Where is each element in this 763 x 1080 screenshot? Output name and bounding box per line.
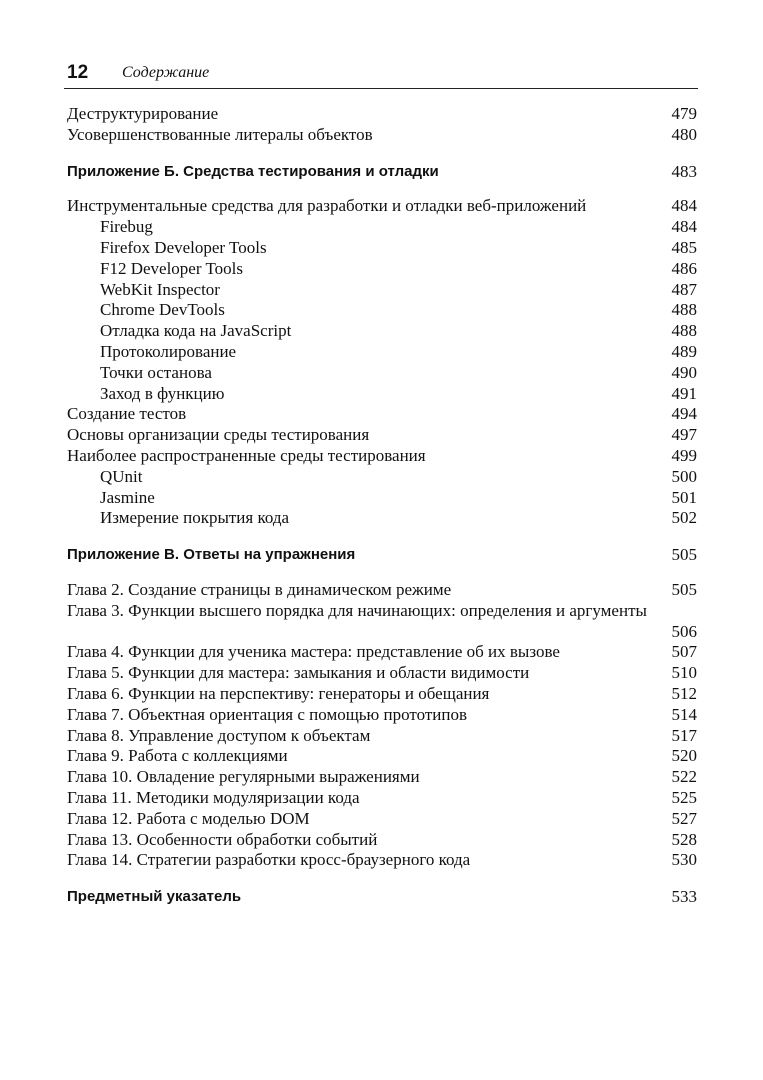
toc-entry-page: 530 — [671, 850, 697, 870]
toc-entry[interactable] — [67, 850, 697, 871]
toc-entry-page: 510 — [671, 663, 697, 683]
toc-entry-title: Глава 6. Функции на перспективу: генераторы и обещания — [67, 683, 490, 703]
toc-entry-title: Создание тестов — [67, 404, 187, 424]
toc-entry-title: Глава 10. Овладение регулярными выражениями — [67, 767, 420, 787]
toc-entry[interactable] — [67, 788, 697, 809]
toc-entry-title: Глава 11. Методики модуляризации кода — [67, 787, 360, 807]
toc-entry[interactable] — [67, 663, 697, 684]
toc-entry[interactable] — [67, 601, 697, 643]
toc-entry[interactable] — [67, 767, 697, 788]
toc-subentry[interactable] — [67, 238, 697, 259]
toc-entry-page: 500 — [671, 466, 697, 486]
toc-entry[interactable] — [67, 104, 697, 125]
toc-entry-page: 491 — [671, 383, 697, 403]
toc-entry-page: 499 — [671, 445, 697, 465]
toc-entry[interactable] — [67, 746, 697, 767]
toc-entry-title: Глава 3. Функции высшего порядка для начинающих: определения и аргументы — [67, 600, 647, 620]
toc-entry-title: QUnit — [100, 466, 143, 486]
toc-subentry[interactable] — [67, 488, 697, 509]
running-title: Содержание — [122, 64, 210, 81]
toc-entry[interactable] — [67, 425, 697, 446]
toc-entry-page: 520 — [671, 746, 697, 766]
toc-subentry[interactable] — [67, 259, 697, 280]
toc-entry-title: Наиболее распространенные среды тестирования — [67, 445, 426, 465]
toc-entry-title: Протоколирование — [100, 341, 237, 361]
toc-subentry[interactable] — [67, 321, 697, 342]
toc-entry-title: Инструментальные средства для разработки и отладки веб-приложений — [67, 196, 587, 216]
toc-entry-title: Jasmine — [100, 487, 155, 507]
toc-entry-title: Глава 12. Работа с моделью DOM — [67, 808, 310, 828]
toc-entry[interactable] — [67, 196, 697, 217]
toc-entry[interactable] — [67, 705, 697, 726]
toc-entry-title: Firefox Developer Tools — [100, 237, 267, 257]
toc-entry-page: 484 — [671, 196, 697, 216]
toc-entry-page: 488 — [671, 300, 697, 320]
toc-subentry[interactable] — [67, 300, 697, 321]
toc-entry-title: Усовершенствованные литералы объектов — [67, 124, 373, 144]
toc-entry[interactable] — [67, 125, 697, 146]
toc-entry-title: F12 Developer Tools — [100, 258, 243, 278]
toc-entry-title: Измерение покрытия кода — [100, 508, 290, 528]
toc-entry-page: 494 — [671, 404, 697, 424]
toc-entry-page: 505 — [671, 545, 697, 565]
toc-entry-title: Предметный указатель — [67, 888, 242, 906]
toc-entry-page: 506 — [671, 621, 697, 641]
toc-entry-title: Глава 9. Работа с коллекциями — [67, 746, 288, 766]
toc-appendix-heading[interactable] — [67, 545, 697, 566]
toc-entry-title: Chrome DevTools — [100, 300, 225, 320]
toc-entry-page: 480 — [671, 124, 697, 144]
toc-entry-page: 485 — [671, 237, 697, 257]
toc-entry-title: Глава 7. Объектная ориентация с помощью прототипов — [67, 704, 468, 724]
toc-entry-page: 517 — [671, 725, 697, 745]
toc-entry-page: 484 — [671, 217, 697, 237]
toc-entry-page: 507 — [671, 642, 697, 662]
toc-entry-title: WebKit Inspector — [100, 279, 220, 299]
toc-index-heading[interactable] — [67, 887, 697, 908]
toc-entry-page: 497 — [671, 425, 697, 445]
toc-entry-page: 483 — [671, 161, 697, 181]
page-header — [64, 60, 698, 89]
toc-entry-page: 502 — [671, 508, 697, 528]
toc-entry-page: 505 — [671, 579, 697, 599]
toc-entry-page: 528 — [671, 829, 697, 849]
toc-entry-page: 486 — [671, 258, 697, 278]
toc-entry-page: 490 — [671, 362, 697, 382]
toc-entry[interactable] — [67, 642, 697, 663]
toc-entry-title: Глава 14. Стратегии разработки кросс-браузерного кода — [67, 850, 471, 870]
toc-entry-title: Глава 13. Особенности обработки событий — [67, 829, 378, 849]
toc-entry-page: 512 — [671, 683, 697, 703]
toc-entry[interactable] — [67, 404, 697, 425]
toc-entry-title: Firebug — [100, 217, 153, 237]
toc-entry-title: Глава 4. Функции для ученика мастера: представление об их вызове — [67, 642, 560, 662]
toc-entry-page: 479 — [671, 104, 697, 123]
toc-entry[interactable] — [67, 726, 697, 747]
toc-entry-page: 487 — [671, 279, 697, 299]
toc-entry-page: 525 — [671, 787, 697, 807]
toc-appendix-heading[interactable] — [67, 162, 697, 183]
toc-subentry[interactable] — [67, 342, 697, 363]
toc-subentry[interactable] — [67, 467, 697, 488]
toc-subentry[interactable] — [67, 508, 697, 529]
toc-subentry[interactable] — [67, 363, 697, 384]
toc-entry-title: Заход в функцию — [100, 383, 225, 403]
toc-entry-title: Глава 2. Создание страницы в динамическом режиме — [67, 579, 452, 599]
toc-entry[interactable] — [67, 809, 697, 830]
toc-entry[interactable] — [67, 684, 697, 705]
toc-entry[interactable] — [67, 830, 697, 851]
table-of-contents — [67, 104, 697, 908]
toc-entry-page: 501 — [671, 487, 697, 507]
toc-entry-title: Приложение Б. Средства тестирования и отладки — [67, 162, 439, 180]
toc-entry-title: Глава 8. Управление доступом к объектам — [67, 725, 371, 745]
toc-entry[interactable] — [67, 446, 697, 467]
toc-subentry[interactable] — [67, 384, 697, 405]
toc-entry-page: 533 — [671, 887, 697, 907]
toc-entry-page: 488 — [671, 321, 697, 341]
toc-entry-title: Приложение В. Ответы на упражнения — [67, 546, 356, 564]
toc-entry-page: 527 — [671, 808, 697, 828]
toc-entry-title: Деструктурирование — [67, 104, 219, 123]
toc-entry[interactable] — [67, 580, 697, 601]
toc-entry-title: Основы организации среды тестирования — [67, 425, 370, 445]
toc-entry-page: 514 — [671, 704, 697, 724]
toc-entry-title: Точки останова — [100, 362, 212, 382]
page-number: 12 — [67, 62, 89, 83]
toc-entry-title: Глава 5. Функции для мастера: замыкания и области видимости — [67, 663, 530, 683]
toc-subentry[interactable] — [67, 217, 697, 238]
toc-entry-page: 489 — [671, 341, 697, 361]
toc-entry-page: 522 — [671, 767, 697, 787]
toc-subentry[interactable] — [67, 280, 697, 301]
toc-entry-title: Отладка кода на JavaScript — [100, 321, 292, 341]
